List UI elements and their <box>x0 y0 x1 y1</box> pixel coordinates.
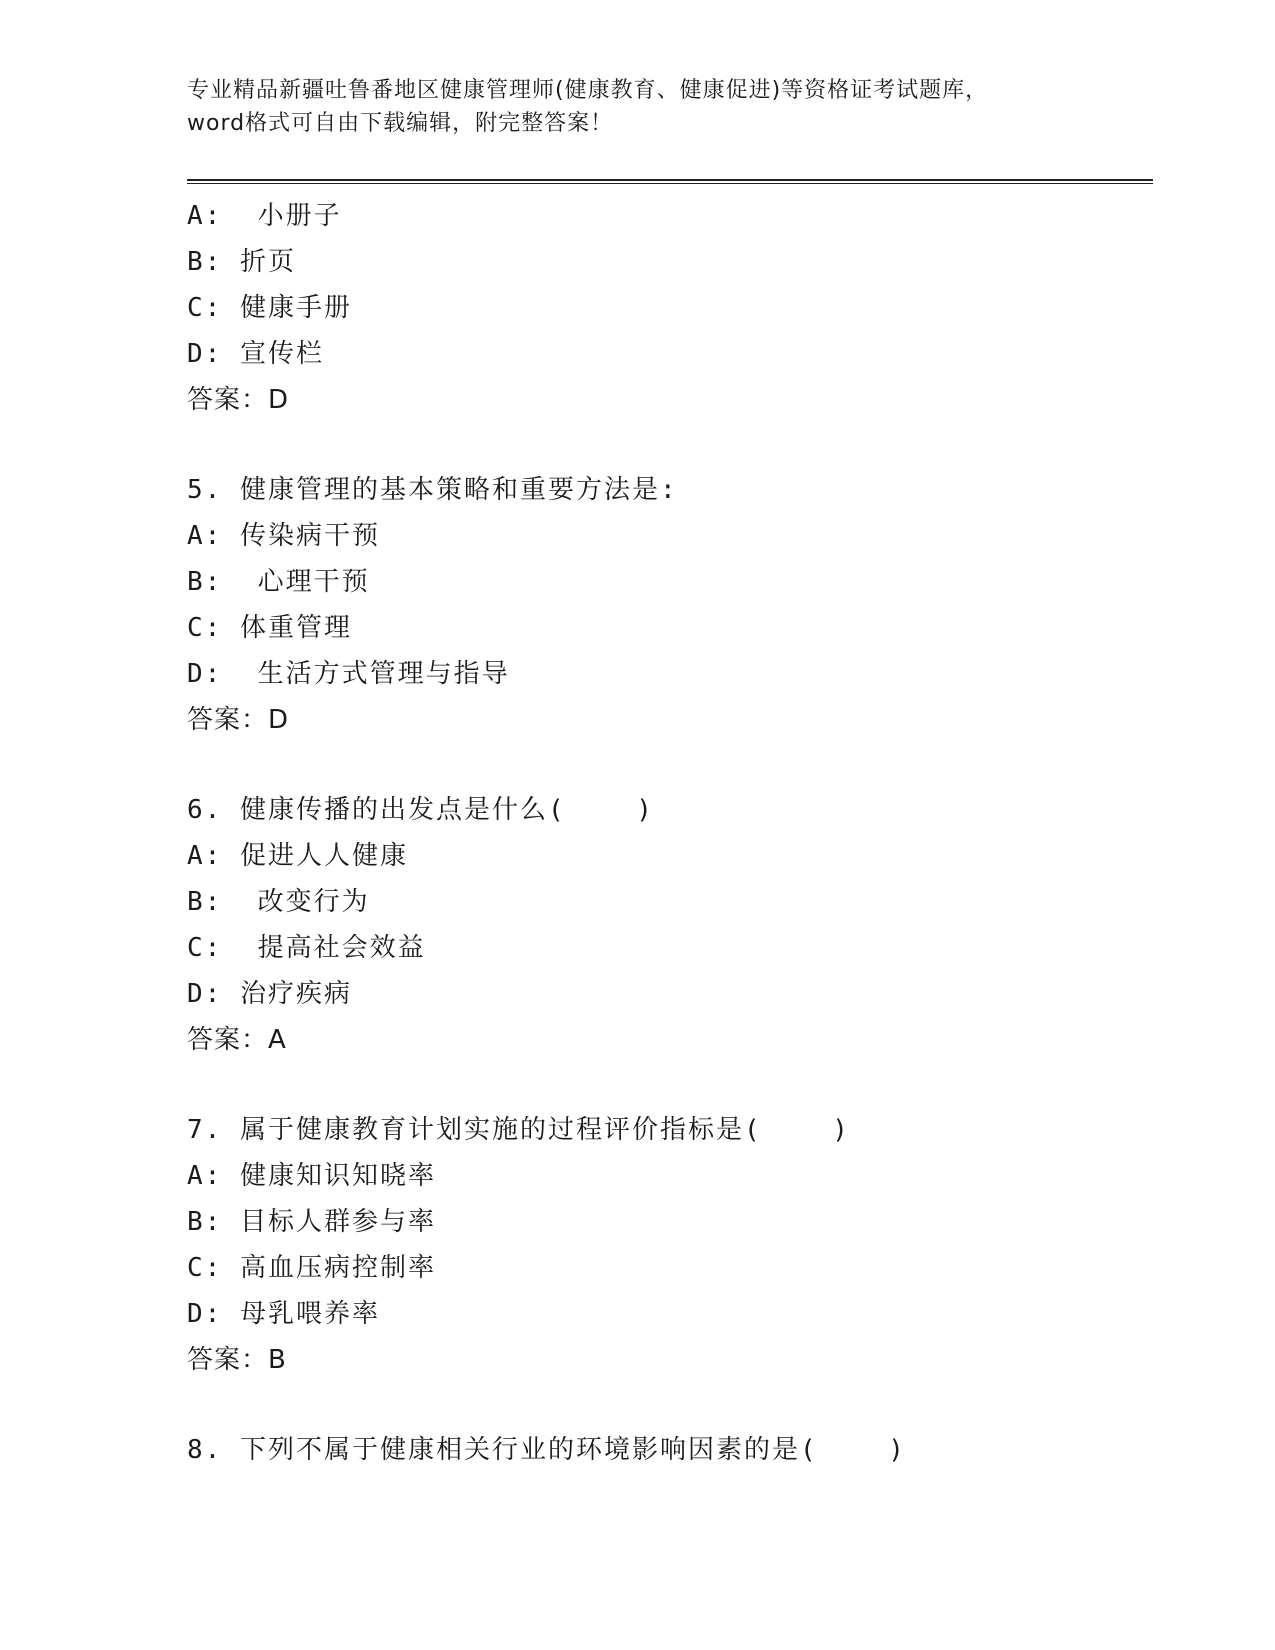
option-a: A: 传染病干预 <box>187 521 380 551</box>
option-a: A: 小册子 <box>187 201 342 231</box>
question-7: 7. 属于健康教育计划实施的过程评价指标是( ) <box>187 1115 850 1145</box>
option-a: A: 促进人人健康 <box>187 841 408 871</box>
option-c: C: 提高社会效益 <box>187 933 426 963</box>
answer: 答案：B <box>187 1345 287 1375</box>
option-b: B: 心理干预 <box>187 567 370 597</box>
answer: 答案：D <box>187 385 290 415</box>
question-8: 8. 下列不属于健康相关行业的环境影响因素的是( ) <box>187 1435 906 1465</box>
option-b: B: 改变行为 <box>187 887 370 917</box>
option-a: A: 健康知识知晓率 <box>187 1161 436 1191</box>
option-c: C: 高血压病控制率 <box>187 1253 436 1283</box>
option-b: B: 目标人群参与率 <box>187 1207 436 1237</box>
header-line-2: word格式可自由下载编辑，附完整答案！ <box>187 111 614 136</box>
option-c: C: 健康手册 <box>187 293 352 323</box>
question-5: 5. 健康管理的基本策略和重要方法是: <box>187 475 678 505</box>
option-d: D: 母乳喂养率 <box>187 1299 380 1329</box>
header-divider-thin <box>187 183 1153 184</box>
answer: 答案：A <box>187 1025 287 1055</box>
question-6: 6. 健康传播的出发点是什么( ) <box>187 795 654 825</box>
answer: 答案：D <box>187 705 290 735</box>
header-divider <box>187 179 1153 181</box>
option-d: D: 宣传栏 <box>187 339 324 369</box>
document-header <box>187 74 1087 140</box>
option-d: D: 生活方式管理与指导 <box>187 659 510 689</box>
option-d: D: 治疗疾病 <box>187 979 352 1009</box>
option-c: C: 体重管理 <box>187 613 352 643</box>
question-list <box>187 193 1153 1473</box>
header-line-1: 专业精品新疆吐鲁番地区健康管理师(健康教育、健康促进)等资格证考试题库， <box>187 78 989 103</box>
option-b: B: 折页 <box>187 247 296 277</box>
